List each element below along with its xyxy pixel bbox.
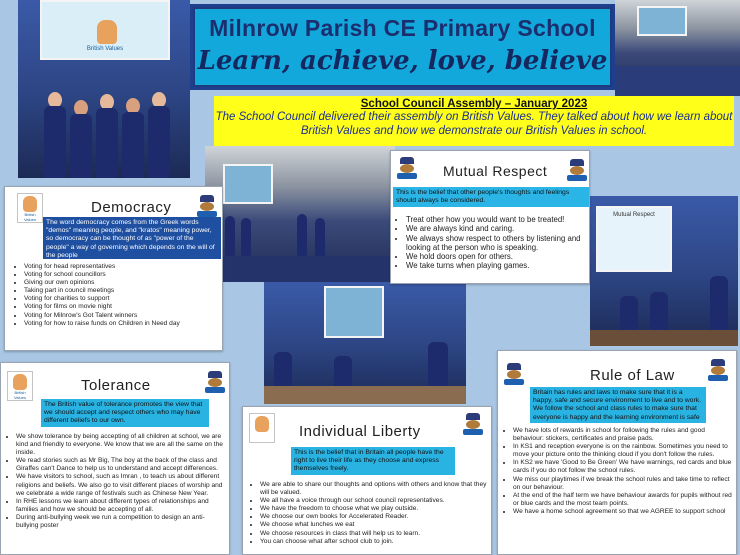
screen-caption: Mutual Respect [613, 212, 655, 218]
british-values-logo: British Values [17, 193, 43, 223]
list-item: • We choose what lunches we eat [260, 521, 489, 529]
tolerance-intro: The British value of tolerance promotes the view that we should accept and respect others who may have different beliefs to our own. [41, 399, 209, 427]
list-item: • In KS1 and reception everyone is on the rainbow. Sometimes you need to move your picture onto the thinking cloud if you don't follow the rules. [513, 443, 734, 459]
list-item: • Voting for school councillors [24, 271, 220, 279]
individual-liberty-card [242, 406, 492, 555]
list-item: • We choose resources in class that will help us to learn. [260, 530, 489, 538]
list-item: • We are always kind and caring. [406, 224, 587, 233]
paddington-bear-icon [567, 159, 587, 181]
assembly-notice [214, 96, 734, 146]
tolerance-card [0, 362, 230, 555]
democracy-intro: The word democracy comes from the Greek words "demos" meaning people, and "kratos" meaning power, so democracy can be thought of as "power of the people" a way of governing which depends on the will of the people [43, 217, 221, 259]
mutual-respect-list [397, 215, 587, 271]
paddington-bear-icon [463, 413, 483, 435]
list-item: • In KS2 we have 'Good to Be Green' We have warnings, red cards and blue cards if you do not follow the school rules. [513, 459, 734, 475]
list-item: • We have a home school agreement so that we AGREE to support school [513, 508, 734, 516]
list-item: • During anti-bullying week we run a competition to design an anti-bullying poster [16, 514, 227, 530]
individual-liberty-intro: This is the belief that in Britain all people have the right to live their life as they choose and express themselves freely. [291, 447, 455, 475]
photo-stage-presenters [264, 282, 466, 404]
list-item: • We are able to share our thoughts and options with others and know that they will be valued. [260, 481, 489, 497]
photo-pupils-group [18, 0, 190, 178]
list-item: • Voting for films on movie night [24, 303, 220, 311]
list-item: • Giving our own opinions [24, 279, 220, 287]
list-item: • At the end of the half term we have behaviour awards for pupils without red or blue cards and the most team points. [513, 492, 734, 508]
democracy-list [15, 263, 220, 328]
list-item: • We choose our own books for Accelerated Reader. [260, 513, 489, 521]
list-item: • You can choose what after school club to join. [260, 538, 489, 546]
rule-of-law-card [497, 350, 737, 555]
list-item: • Voting for head representatives [24, 263, 220, 271]
list-item: • We take turns when playing games. [406, 261, 587, 270]
list-item: • We show tolerance by being accepting of all children at school, we are kind and friendly to everyone. We know that we are all the same on the inside. [16, 433, 227, 457]
photo-slide-caption: British Values [86, 46, 124, 52]
list-item: • Voting for charities to support [24, 295, 220, 303]
individual-liberty-title: Individual Liberty [299, 423, 421, 440]
list-item: • We have the freedom to choose what we play outside. [260, 505, 489, 513]
list-item: • Voting for Milnrow's Got Talent winners [24, 312, 220, 320]
democracy-card [4, 186, 223, 351]
notice-text: The School Council delivered their assembly on British Values. They talked about how we learn about British Values and how we demonstrate our British Values in school. [215, 111, 733, 137]
list-item: • We have lots of rewards in school for following the rules and good behaviour: stickers, certificates and praise pads. [513, 427, 734, 443]
photo-assembly-stage [205, 146, 395, 282]
rule-of-law-intro: Britain has rules and laws to make sure that it is a happy, safe and secure environment to live and to work. We follow the school and class rules to make sure that everyone is happy and the learning environment is safe [530, 387, 706, 423]
list-item: • Taking part in council meetings [24, 287, 220, 295]
photo-hall-audience [615, 0, 740, 96]
paddington-bear-icon [504, 363, 524, 385]
list-item: • Voting for how to raise funds on Children in Need day [24, 320, 220, 328]
paddington-bear-icon [205, 371, 225, 393]
tolerance-title: Tolerance [81, 377, 151, 394]
list-item: • We always show respect to others by listening and looking at the person who is speaking. [406, 234, 587, 253]
school-banner [190, 4, 615, 90]
individual-liberty-list [251, 481, 489, 546]
list-item: • We miss our playtimes if we break the school rules and take time to reflect on our behaviour. [513, 476, 734, 492]
photo-mutual-respect-screen [590, 196, 738, 346]
british-values-logo [249, 413, 275, 443]
list-item: • We hold doors open for others. [406, 252, 587, 261]
democracy-title: Democracy [91, 199, 172, 216]
paddington-bear-icon [197, 195, 217, 217]
notice-heading: School Council Assembly – January 2023 [360, 98, 588, 110]
school-motto: Learn, achieve, love, believe [197, 46, 608, 76]
british-values-logo: British Values [7, 371, 33, 401]
rule-of-law-list [504, 427, 734, 516]
list-item: • Treat other how you would want to be treated! [406, 215, 587, 224]
photo-slide-screen [40, 0, 170, 60]
list-item: • We all have a voice through our school council representatives. [260, 497, 489, 505]
mutual-respect-title: Mutual Respect [443, 163, 548, 179]
mutual-respect-card [390, 150, 590, 284]
list-item: • In RHE lessons we learn about different types of relationships and families and how we should be accepting of all. [16, 498, 227, 514]
paddington-bear-icon [708, 359, 728, 381]
list-item: • We have visitors to school, such as Imran , to teach us about different religions and beliefs. We also go to visit different places of worship and we celebrate a wide range of festivals such as Chinese New Year. [16, 473, 227, 497]
list-item: • We read stories such as Mr Big, The boy at the back of the class and Giraffes can't Dance to help us to understand and accept differences. [16, 457, 227, 473]
tolerance-list [7, 433, 227, 530]
rule-of-law-title: Rule of Law [590, 367, 675, 384]
mutual-respect-intro: This is the belief that other people's thoughts and feelings should always be considered. [393, 187, 589, 207]
paddington-bear-icon [397, 157, 417, 179]
school-name: Milnrow Parish CE Primary School [209, 15, 596, 41]
